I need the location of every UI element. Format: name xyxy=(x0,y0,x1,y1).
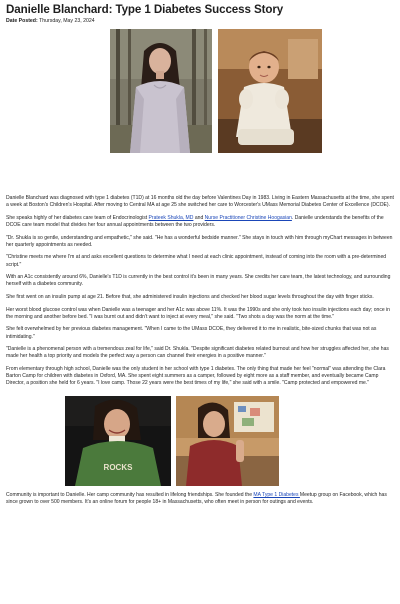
article-body-bottom xyxy=(6,492,394,506)
paragraph-text: She speaks highly of her diabetes care team of Endocrinologist xyxy=(6,214,149,221)
photo-danielle-adult xyxy=(110,29,212,153)
photo-camp-office xyxy=(176,396,279,486)
link-prateek-shukla[interactable]: Prateek Shukla, MD xyxy=(148,214,194,221)
paragraph: From elementary through high school, Danielle was the only student in her school with type 1 diabetes. The only thing that made her feel "normal" was attending the Clara Barton Camp for children with diabetes in Oxford, MA. She spent eight summers as a camper, followed by eight more as a staff member, and eventually became Camp Director, a position she held for 6 years. "I love camp. Those 22 years were the best times of my life," she said with a smile. "Camp protected and empowered me." xyxy=(6,365,386,387)
paragraph-community xyxy=(6,492,394,506)
paragraph-text: and xyxy=(193,214,205,221)
paragraph-care-team xyxy=(6,215,394,229)
paragraph: "Danielle is a phenomenal person with a tremendous zeal for life," said Dr. Shukla. "Despite significant diabetes related burnout and how her struggles affected her, she has made her health a top priority and models the perfect way a person can channel their energies in a positive manner." xyxy=(6,346,389,360)
paragraph: Danielle Blanchard was diagnosed with type 1 diabetes (T1D) at 16 months old the day before Valentines Day in 1983. Living in Eastern Massachusetts at the time, she spent a week at Boston's Children's Hospital. After moving to Central MA at age 25 she switched her care to Worcester's UMass Memorial Diabetes Center of Excellence (DCOE). xyxy=(6,195,394,209)
paragraph: Her worst blood glucose control was when Danielle was a teenager and her A1c was above 11%. It was the 1990s and she only took two insulin injections each day; once in the morning and another before bed. "I was burnt out and didn't want to inject at every meal," she said. "Two shots a day was the norm at the time." xyxy=(6,306,390,320)
date-posted xyxy=(6,18,394,25)
paragraph: With an A1c consistently around 6%, Danielle's T1D is currently in the best control it's been in many years. She credits her care team, the latest technology, and surrounding herself with a diabetes community. xyxy=(6,274,391,288)
photo-camp-green-shirt xyxy=(65,396,171,486)
paragraph-text: Community is important to Danielle. Her camp community has resulted in lifelong friendships. She founded the xyxy=(6,491,254,498)
link-christine-hoogasian[interactable]: Nurse Practitioner Christine Hoogasian xyxy=(204,214,292,221)
date-posted-label: Date Posted: xyxy=(6,18,38,24)
bottom-photos xyxy=(6,396,394,488)
link-ma-type1-meetup[interactable]: MA Type 1 Diabetes xyxy=(253,491,300,498)
article-body-top xyxy=(6,195,394,388)
photo-danielle-toddler xyxy=(218,29,322,153)
shirt-text: ROCKS xyxy=(103,462,133,472)
paragraph: "Dr. Shukla is so gentle, understanding and empathetic," she said. "He has a wonderful bedside manner." She stays in touch with him through myChart messages in between her quarterly appointments as needed. xyxy=(6,234,393,248)
paragraph-text: Meetup group on Facebook, which has since grown to over 500 members. It's an online forum for people 18+ in Massachusetts, who often meet in person for outings and events. xyxy=(6,491,387,505)
paragraph: She felt overwhelmed by her previous diabetes management. "When I came to the UMass DCOE, they delivered it to me in realistic, bite-sized chunks that was not as intimidating." xyxy=(6,326,377,340)
page-title: Danielle Blanchard: Type 1 Diabetes Success Story xyxy=(6,3,284,16)
top-photos xyxy=(6,29,394,155)
paragraph-text: . Danielle understands the benefits of the DCOE care team model that divides her four annual appointments between the two providers. xyxy=(6,214,384,228)
date-posted-value: Thursday, May 23, 2024 xyxy=(39,18,95,24)
paragraph: "Christine meets me where I'm at and asks excellent questions to determine what I need at each clinic appointment, instead of coming into the room with a pre-determined script." xyxy=(6,254,387,268)
paragraph: She first went on an insulin pump at age 21. Before that, she administered insulin injections and checked her blood sugar levels throughout the day with finger sticks. xyxy=(6,293,374,300)
